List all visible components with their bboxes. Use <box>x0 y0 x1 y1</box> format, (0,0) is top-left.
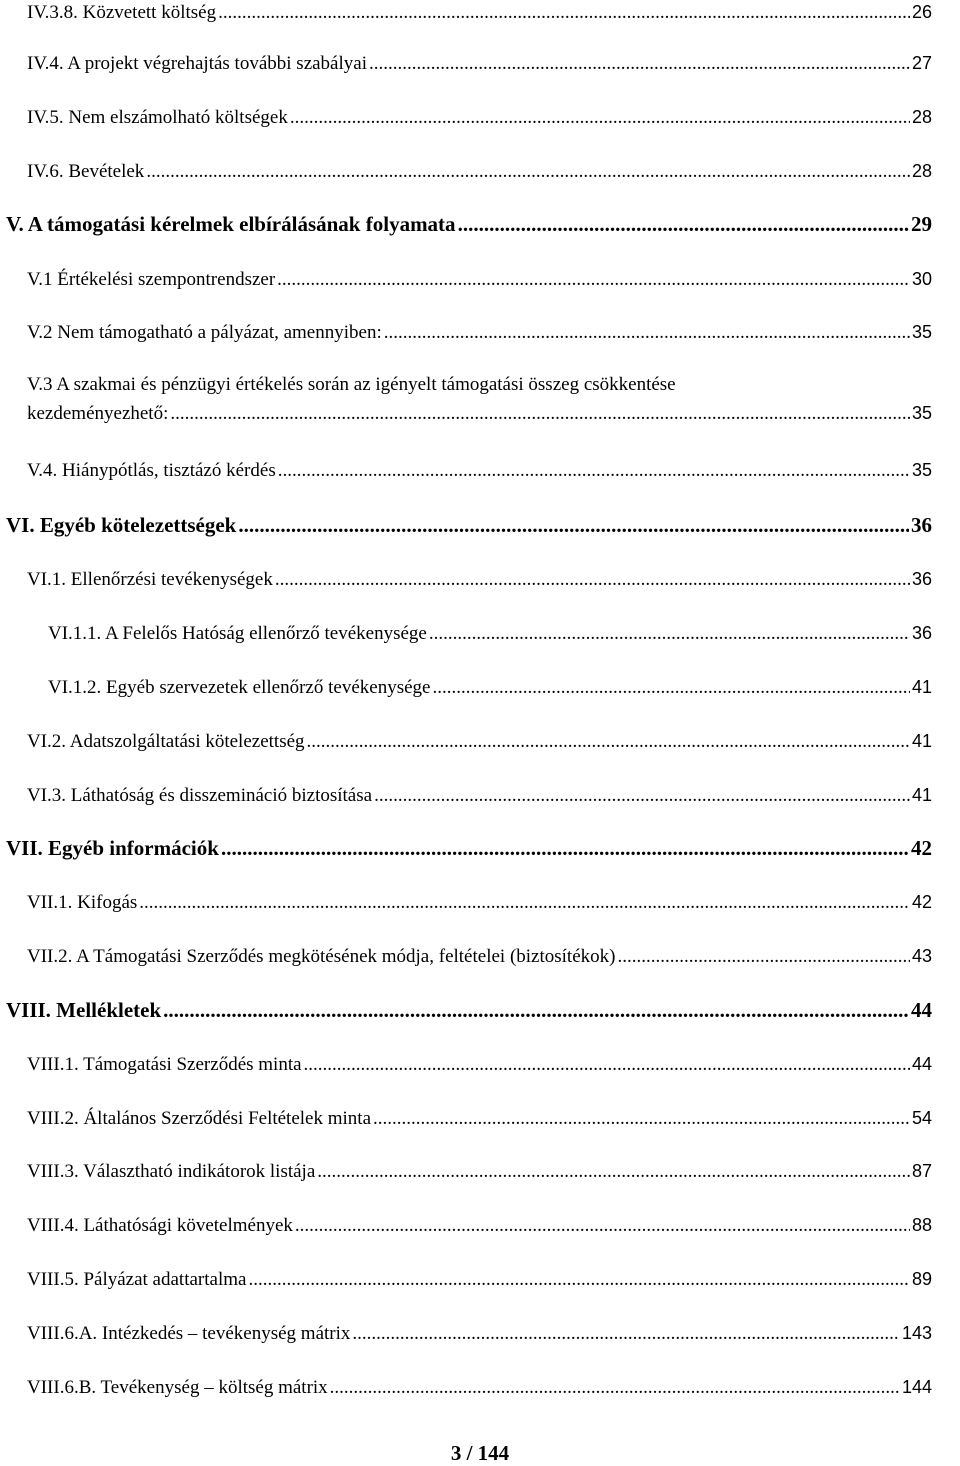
toc-entry-label: VIII. Mellékletek <box>6 998 162 1022</box>
toc-entry-page: 41 <box>911 785 932 805</box>
toc-entry-page: 54 <box>911 1108 932 1128</box>
toc-entry-label: IV.4. A projekt végrehajtás további szabályai <box>27 53 367 74</box>
toc-entry[interactable] <box>27 105 932 129</box>
toc-entry-label: VIII.6.B. Tevékenység – költség mátrix <box>27 1377 328 1398</box>
toc-entry-label: VI.1.2. Egyéb szervezetek ellenőrző tevékenysége <box>48 677 431 698</box>
toc-leader-dots <box>317 1160 910 1184</box>
toc-entry-label: VI. Egyéb kötelezettségek <box>6 513 237 537</box>
toc-entry-page: 35 <box>911 322 932 342</box>
toc-entry[interactable] <box>27 1106 932 1130</box>
toc-entry-page: 44 <box>911 1054 932 1074</box>
toc-leader-dots <box>429 622 910 646</box>
toc-leader-dots <box>307 730 910 754</box>
toc-leader-dots <box>373 1107 910 1131</box>
toc-leader-dots <box>163 998 909 1022</box>
toc-entry[interactable] <box>27 1375 932 1399</box>
toc-entry[interactable] <box>6 212 932 236</box>
toc-entry-label: VIII.4. Láthatósági követelmények <box>27 1215 293 1236</box>
toc-entry-page: 29 <box>911 212 932 236</box>
toc-entry[interactable] <box>27 1213 932 1237</box>
toc-entry-label: V.1 Értékelési szempontrendszer <box>27 269 276 290</box>
toc-entry[interactable] <box>48 675 932 699</box>
toc-leader-dots <box>218 1 910 25</box>
toc-entry-page: 43 <box>911 946 932 966</box>
toc-entry-label: VIII.2. Általános Szerződési Feltételek minta <box>27 1108 372 1129</box>
toc-leader-dots <box>369 52 910 76</box>
toc-leader-dots <box>248 1268 910 1292</box>
toc-entry-label: VI.3. Láthatóság és disszemináció biztosítása <box>27 785 373 806</box>
toc-entry-page: 89 <box>911 1269 932 1289</box>
toc-entry[interactable] <box>27 1052 932 1076</box>
toc-entry[interactable] <box>27 267 932 291</box>
toc-entry-page: 35 <box>911 403 932 423</box>
toc-entry-page: 44 <box>911 998 932 1022</box>
toc-leader-dots <box>458 212 909 236</box>
toc-entry-label: VII.2. A Támogatási Szerződés megkötésének módja, feltételei (biztosítékok) <box>27 946 616 967</box>
toc-entry-page: 35 <box>911 460 932 480</box>
toc-leader-dots <box>432 676 910 700</box>
toc-leader-dots <box>275 568 910 592</box>
toc-leader-dots <box>238 513 909 537</box>
toc-entry-label-line1: V.3 A szakmai és pénzügyi értékelés során az igényelt támogatási összeg csökkentése <box>27 374 676 395</box>
toc-entry[interactable] <box>48 621 932 645</box>
toc-entry[interactable] <box>27 1159 932 1183</box>
toc-leader-dots <box>384 321 910 345</box>
page-number-footer: 3 / 144 <box>450 1441 510 1465</box>
toc-leader-dots <box>290 106 910 130</box>
toc-leader-dots <box>146 160 910 184</box>
toc-leader-dots <box>295 1214 910 1238</box>
toc-entry[interactable] <box>27 1267 932 1291</box>
toc-leader-dots <box>170 402 910 426</box>
toc-entry-page: 42 <box>911 836 932 860</box>
toc-entry[interactable] <box>27 729 932 753</box>
toc-entry[interactable] <box>27 567 932 591</box>
toc-leader-dots <box>139 891 910 915</box>
toc-entry-page: 87 <box>911 1161 932 1181</box>
toc-entry[interactable] <box>27 458 932 482</box>
toc-leader-dots <box>277 268 910 292</box>
toc-entry-page: 28 <box>911 161 932 181</box>
toc-leader-dots <box>304 1053 910 1077</box>
toc-entry[interactable] <box>27 783 932 807</box>
toc-entry-label: VIII.3. Választható indikátorok listája <box>27 1161 316 1182</box>
toc-entry-label: V. A támogatási kérelmek elbírálásának folyamata <box>6 212 456 236</box>
toc-entry[interactable] <box>27 944 932 968</box>
toc-entry-label: VIII.1. Támogatási Szerződés minta <box>27 1054 302 1075</box>
toc-entry[interactable] <box>27 890 932 914</box>
toc-entry-label: V.4. Hiánypótlás, tisztázó kérdés <box>27 460 276 481</box>
toc-entry[interactable] <box>27 373 932 431</box>
toc-entry-page: 36 <box>911 513 932 537</box>
toc-entry-label: VI.2. Adatszolgáltatási kötelezettség <box>27 731 305 752</box>
toc-leader-dots <box>330 1376 900 1400</box>
toc-entry-label: kezdeményezhető: <box>27 403 169 424</box>
toc-entry[interactable] <box>6 836 932 860</box>
toc-entry-page: 36 <box>911 569 932 589</box>
toc-entry-page: 27 <box>911 53 932 73</box>
toc-entry-page: 41 <box>911 731 932 751</box>
toc-entry-label: IV.3.8. Közvetett költség <box>27 2 217 23</box>
toc-entry[interactable] <box>27 1321 932 1345</box>
toc-entry-label: VI.1. Ellenőrzési tevékenységek <box>27 569 273 590</box>
toc-entry-label: V.2 Nem támogatható a pályázat, amennyiben: <box>27 322 382 343</box>
toc-entry-page: 26 <box>911 2 932 22</box>
toc-entry-label: IV.6. Bevételek <box>27 161 145 182</box>
toc-entry-label: VII. Egyéb információk <box>6 836 219 860</box>
toc-entry-page: 42 <box>911 892 932 912</box>
toc-leader-dots <box>278 459 910 483</box>
toc-leader-dots <box>221 836 909 860</box>
toc-entry[interactable] <box>27 0 932 24</box>
toc-entry-label: VII.1. Kifogás <box>27 892 138 913</box>
toc-entry-page: 41 <box>911 677 932 697</box>
toc-entry[interactable] <box>27 159 932 183</box>
toc-entry-page: 143 <box>901 1323 932 1343</box>
toc-entry-label: VI.1.1. A Felelős Hatóság ellenőrző tevékenysége <box>48 623 427 644</box>
toc-entry-page: 144 <box>901 1377 932 1397</box>
toc-entry[interactable] <box>6 998 932 1022</box>
toc-entry-label: VIII.5. Pályázat adattartalma <box>27 1269 247 1290</box>
toc-leader-dots <box>352 1322 900 1346</box>
toc-entry-page: 36 <box>911 623 932 643</box>
toc-entry[interactable] <box>27 51 932 75</box>
toc-entry-page: 28 <box>911 107 932 127</box>
toc-entry-page: 88 <box>911 1215 932 1235</box>
toc-leader-dots <box>617 945 909 969</box>
toc-entry-label: IV.5. Nem elszámolható költségek <box>27 107 288 128</box>
toc-entry-label: VIII.6.A. Intézkedés – tevékenység mátrix <box>27 1323 351 1344</box>
toc-entry-page: 30 <box>911 269 932 289</box>
toc-leader-dots <box>374 784 910 808</box>
toc-entry[interactable] <box>27 320 932 344</box>
toc-entry[interactable] <box>6 513 932 537</box>
